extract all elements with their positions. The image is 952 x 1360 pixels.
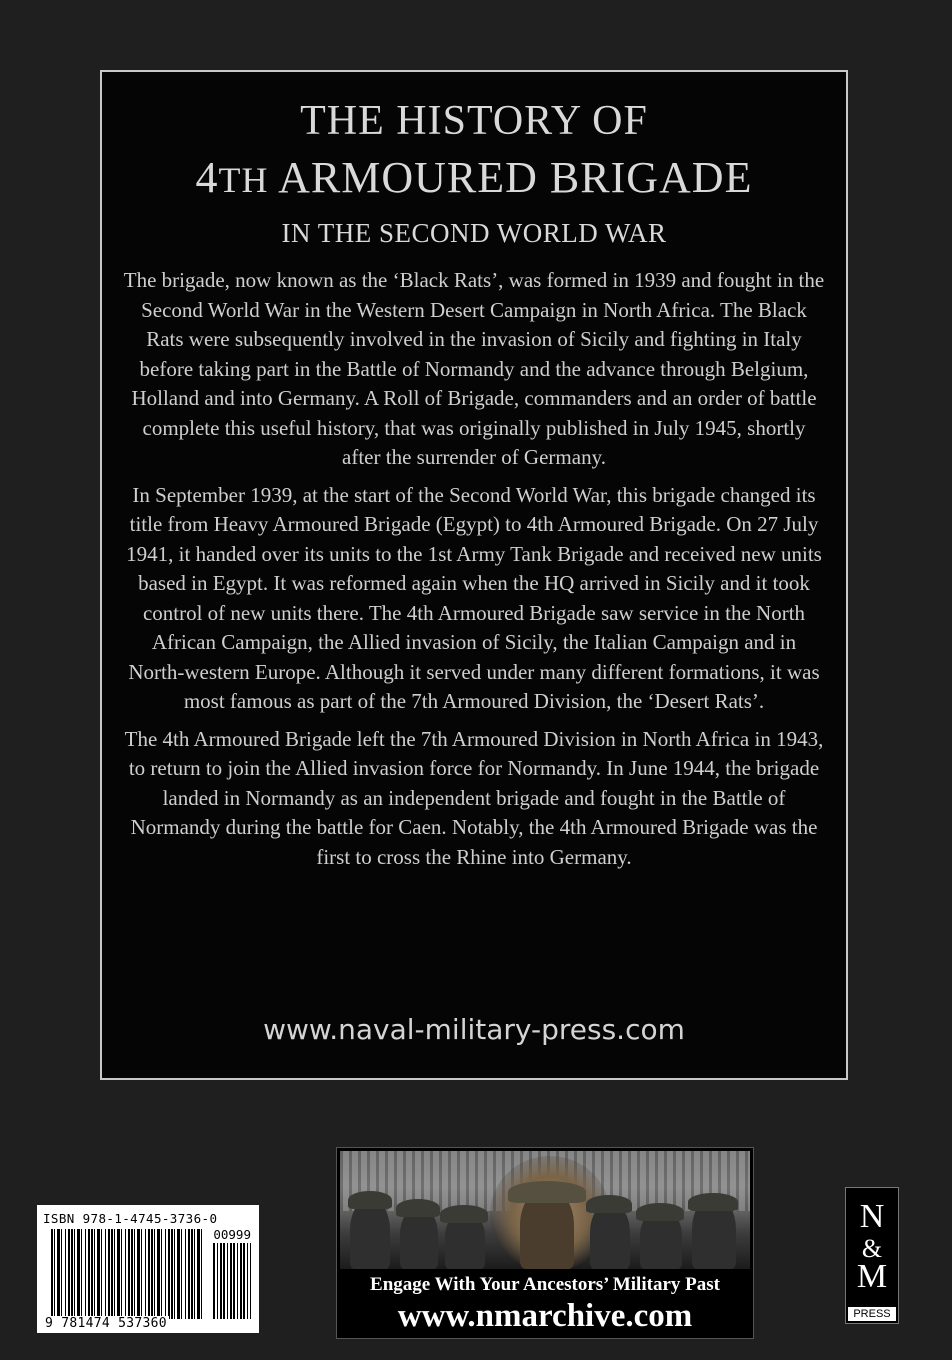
- title-line-1: THE HISTORY OF: [300, 98, 648, 144]
- blurb-paragraph-1: The brigade, now known as the ‘Black Rats’, was formed in 1939 and fought in the Second World War in the Western Desert Campaign in North Africa. The Black Rats were subsequently involved in the invasion of Sicily and fighting in Italy before taking part in the Battle of Normandy and the advance through Belgium, Holland and into Germany. A Roll of Brigade, commanders and an order of battle complete this useful history, that was originally published in July 1945, shortly after the surrender of Germany.: [123, 268, 825, 469]
- isbn-barcode: [37, 1205, 259, 1333]
- blurb-paragraph-3: The 4th Armoured Brigade left the 7th Armoured Division in North Africa in 1943, to return to join the Allied invasion force for Normandy. In June 1944, the brigade landed in Normandy as an independent brigade and fought in the Battle of Normandy during the battle for Caen. Notably, the 4th Armoured Brigade was the first to cross the Rhine into Germany.: [124, 726, 824, 869]
- nm-press-logo: [845, 1187, 899, 1324]
- price-code: 00999: [213, 1227, 251, 1242]
- subtitle: IN THE SECOND WORLD WAR: [281, 218, 667, 248]
- blurb: [122, 266, 826, 880]
- soldiers-photo: [340, 1151, 750, 1269]
- archive-tagline: Engage With Your Ancestors’ Military Past: [370, 1274, 720, 1295]
- blurb-paragraph-2: In September 1939, at the start of the Second World War, this brigade changed its title from Heavy Armoured Brigade (Egypt) to 4th Armoured Brigade. On 27 July 1941, it handed over its units to the 1st Army Tank Brigade and received new units based in Egypt. It was reformed again when the HQ arrived in Sicily and it took control of new units there. The 4th Armoured Brigade saw service in the North African Campaign, the Allied invasion of Sicily, the Italian Campaign and in North-western Europe. Although it served under many different formations, it was most famous as part of the 7th Armoured Division, the ‘Desert Rats’.: [126, 482, 822, 713]
- title-ordinal-suffix: TH: [218, 160, 269, 200]
- isbn-label: ISBN 978-1-4745-3736-0: [43, 1211, 218, 1226]
- title-brigade: ARMOURED BRIGADE: [268, 153, 753, 202]
- archive-url: www.nmarchive.com: [397, 1298, 693, 1334]
- back-cover-panel: [100, 70, 848, 1080]
- price-barcode-bars: [213, 1243, 251, 1319]
- logo-ampersand: &: [861, 1234, 883, 1263]
- nmarchive-ad: [336, 1147, 754, 1339]
- title-line-2: [102, 152, 846, 203]
- barcode-bars: [51, 1229, 203, 1319]
- title-number: 4: [195, 153, 219, 202]
- logo-press: PRESS: [848, 1307, 896, 1321]
- logo-letter-n: N: [859, 1198, 885, 1235]
- isbn-digits: 9 781474 537360: [45, 1316, 167, 1331]
- publisher-website: www.naval-military-press.com: [263, 1013, 685, 1046]
- logo-letter-m: M: [856, 1258, 888, 1295]
